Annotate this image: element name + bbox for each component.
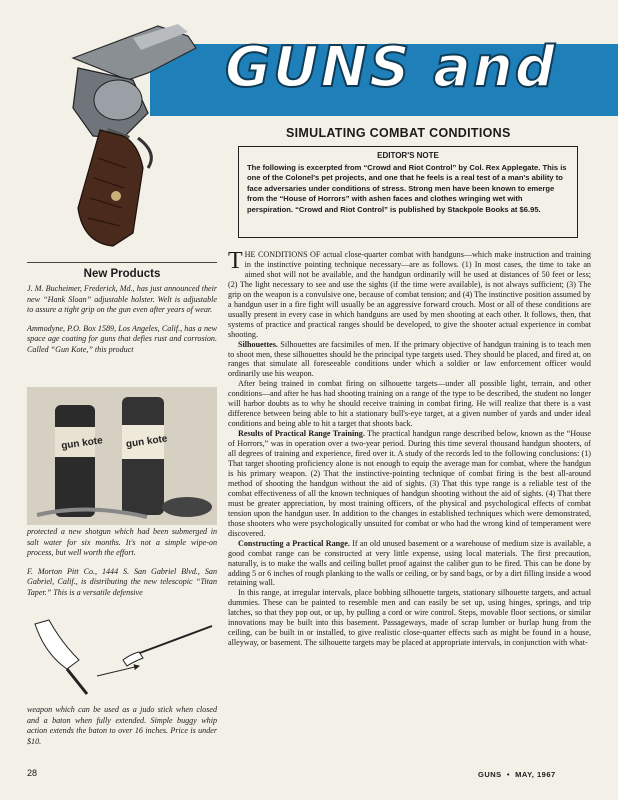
editors-note-box <box>238 146 578 238</box>
product-item-holster: J. M. Bucheimer, Frederick, Md., has just announced their new “Hank Sloan” adjustable holster. Welt is adjustable to assure a tight grip on the gun even after years of wear. <box>27 284 217 315</box>
baton-illustration <box>27 614 217 700</box>
product-item-titan-taper: F. Morton Pitt Co., 1444 S. San Gabriel Blvd., San Gabriel, Calif., is distributing the new telescopic “Titan Taper.” This is a versatile defensive <box>27 566 217 597</box>
can-label-right: gun kote <box>125 433 169 451</box>
sidebar-bottom <box>27 705 217 755</box>
footer-magazine: GUNS <box>478 770 502 779</box>
paragraph-range: In this range, at irregular intervals, place bobbing silhouette targets, stationary silhouette targets, and actual dummies. These can be painted to resemble men and can easily be set up, using hinges, springs, and trip latches, so that they pop out, or up, by pulling a cord or wire control. Steps, movable floor sections, or similar innovations may be built into this basement. Passageways, made of scrap lumber or burlap hung from the ceiling, can be built in or installed, to give realistic close-quarter effects such as might be found in a house, alleyway, or basement. The silhouette targets may be placed at appropriate intervals, in conjunction with what- <box>228 588 591 648</box>
footer-date: MAY, 1967 <box>515 770 556 779</box>
product-item-gun-kote-continued: protected a new shotgun which had been submerged in salt water for six months. It's not a simple wipe-on process, but well worth the effort. <box>27 527 217 558</box>
paragraph-results: Results of Practical Range Training. The practical handgun range described below, known as the “House of Horrors,” was in operation over a two-year period. During this time several thousand handgun shooters, of all degrees of training and experience, fired over it. A study of the records led to the following conclusions: (1) That target shooting proficiency alone is not enough to equip the average man for combat, where the handgun is his primary weapon. (2) That the instinctive-pointing technique of combat firing is the best all-around method of shooting the handgun without the aid of sights. (3) That this type range is a reliable test of the combat effectiveness of all the known techniques of handgun shooting without the aid of sights. (4) That there must be greater appreciation, by most training officers, of the physical and psychological effects of combat tension upon the handgun user. In addition to the changes in established techniques which were demonstrated, those shooters who were psychologically unsuited for combat or who had the wrong kind of temperament were discovered. <box>228 429 591 538</box>
paragraph-training: After being trained in combat firing on silhouette targets—under all possible light, terrain, and other conditions—and after he has had shooting training on a range of the type to be described, the student no longer will harbor doubts as to why he should receive training in combat firing. He will realize that there is a vast difference between being able to hit a stationary bull's-eye target, at a given number of yards and under ideal conditions and being able to hit a target that shoots back. <box>228 379 591 429</box>
paragraph-silhouettes: Silhouettes. Silhouettes are facsimiles of men. If the primary objective of handgun training is to teach men to shoot men, these silhouettes should be the principal type targets used. They should be placed, and fired at, on ranges that simulate all foreseeable conditions under which a soldier or law enforcement officer would ordinarily use his weapon. <box>228 339 591 379</box>
gun-kote-photo <box>27 387 217 525</box>
paragraph-intro: THE CONDITIONS OF actual close-quarter combat with handguns—which make instruction and training in the instinctive pointing technique necessary—are as follows. (1) In most cases, the time to take an aimed shot will not be available, and the handgun ordinarily will be used at distances of 50 feet or less; (2) The light necessary to see and use the sights (if the time were available), is not always sufficient; (3) The grip on the weapon is a convulsive one, because of combat tension; and (4) The instinctive position assumed by a handgun user in a fire fight will usually be an aggressive forward crouch. Most or all of these conditions are usually present in every case in which handguns are used by men shooting at each other. It follows, then, that systems of practice and practical ranges should be developed, to give the shooter actual experience in combat shooting. <box>228 248 591 339</box>
editors-note-heading: EDITOR'S NOTE <box>377 151 439 160</box>
product-item-gun-kote: Ammodyne, P.O. Box 1589, Los Angeles, Calif., has a new space age coating for guns that defies rust and corrosion. Called “Gun Kote,” this product <box>27 323 217 354</box>
footer-credit <box>478 770 556 779</box>
article-title: SIMULATING COMBAT CONDITIONS <box>286 126 511 140</box>
can-label-left: gun kote <box>60 435 104 452</box>
footer-separator: • <box>506 770 510 779</box>
drop-cap: T <box>228 248 243 274</box>
product-item-titan-taper-continued: weapon which can be used as a judo stick when closed and a baton when fully extended. Simple buggy whip action extends the baton to over 16 inches. Price is under $10. <box>27 705 217 746</box>
revolver-illustration <box>38 18 238 253</box>
sidebar-lower <box>27 527 217 607</box>
article-body <box>228 250 591 648</box>
sidebar-title: New Products <box>27 262 217 280</box>
new-products-sidebar <box>27 262 217 364</box>
paragraph-construction: Constructing a Practical Range. If an old unused basement or a warehouse of medium size is available, a good combat range can be constructed at very little expense, using local materials. The first precaution, naturally, is to make the walls and ceiling bullet proof against the caliber gun to be fired. This can be done by adding 5 or 6 inches of rough planking to the walls or ceiling, or by sand bags, or by a dirt filling inside a wood retaining wall. <box>228 538 592 588</box>
masthead-title: GUNS and <box>225 35 557 100</box>
editors-note-text: The following is excerpted from “Crowd and Riot Control” by Col. Rex Applegate. This is one of the Colonel's pet projects, and one that he feels is a real test of a man's ability to face adversaries under conditions of stress. Strong men have been known to emerge from the “House of Horrors” with ashen faces and clothes wringing wet with perspiration. “Crowd and Riot Control” is published by Stackpole Books at $6.95. <box>247 162 567 214</box>
page-number: 28 <box>27 768 38 778</box>
